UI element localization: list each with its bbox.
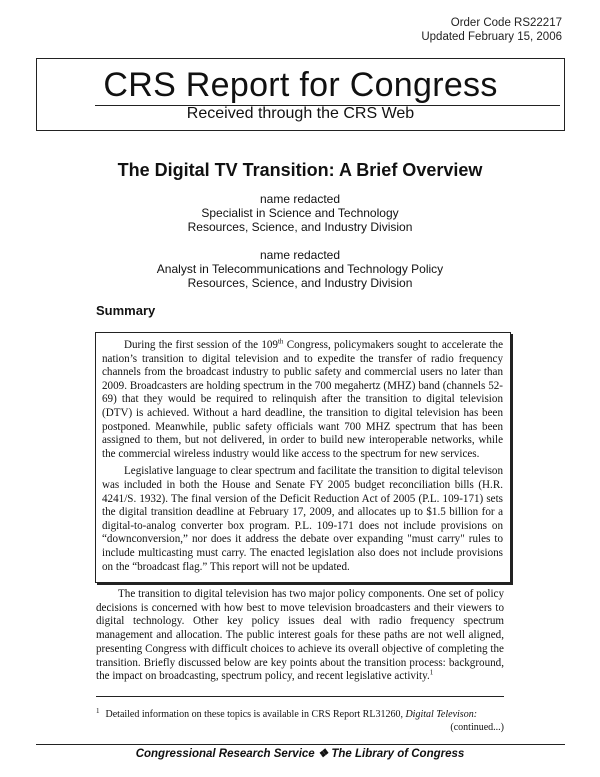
- author-name: name redacted: [259, 248, 341, 262]
- footnote: [96, 708, 504, 734]
- author-name: name redacted: [259, 192, 341, 206]
- footnote-divider: [96, 696, 504, 697]
- author-block: [0, 192, 600, 234]
- author-block: [0, 248, 600, 290]
- updated-date: Updated February 15, 2006: [421, 31, 562, 43]
- banner-subtitle: Received through the CRS Web: [186, 105, 415, 122]
- page-footer: Congressional Research Service ❖ The Library of Congress: [135, 748, 465, 760]
- author-role: Specialist in Science and Technology: [201, 206, 399, 220]
- order-code: Order Code RS22217: [450, 17, 562, 29]
- footnote-continued: (continued...): [450, 722, 504, 733]
- body-paragraph: [96, 588, 504, 684]
- summary-paragraph-1: [102, 339, 503, 461]
- footnote-italic: Digital Televison:: [405, 709, 478, 720]
- footnote-number: 1: [96, 706, 100, 715]
- author-division: Resources, Science, and Industry Division: [187, 220, 413, 234]
- crs-banner: [36, 58, 565, 131]
- footnote-text: Detailed information on these topics is available in CRS Report RL31260,: [105, 709, 406, 720]
- banner-divider: [95, 105, 560, 106]
- footnote-line: [96, 708, 504, 721]
- footnote-ref: 1: [429, 668, 434, 677]
- summary-heading: Summary: [96, 303, 156, 318]
- author-role: Analyst in Telecommunications and Technology Policy: [156, 262, 444, 276]
- ordinal-suffix: th: [277, 337, 284, 346]
- author-division: Resources, Science, and Industry Division: [187, 276, 413, 290]
- order-info: [421, 16, 562, 44]
- banner-title: CRS Report for Congress: [103, 66, 498, 104]
- summary-paragraph-2: Legislative language to clear spectrum and facilitate the transition to digital televison was included in both the House and Senate FY 2005 budget reconciliation bills (H.R. 4241/S. 1932). The final version of the Deficit Reduction Act of 2005 (P.L. 109-171) sets the digital transition deadline at February 17, 2009, and allocates up to $1.5 billion for a digital-to-analog converter box program. P.L. 109-171 does not include provisions on “downconversion,” nor does it address the debate over expanding "must carry" rules to include multicasting must carry. The enacted legislation also does not include provisions on the “broadcast flag.” This report will not be updated.: [102, 465, 503, 573]
- footer-divider: [36, 744, 565, 745]
- summary-box: [95, 332, 511, 583]
- document-title: The Digital TV Transition: A Brief Overview: [117, 160, 483, 180]
- summary-p1-start: During the first session of the 109: [124, 339, 278, 351]
- authors: [0, 192, 600, 304]
- summary-p1-rest: Congress, policymakers sought to accelerate the nation’s transition to digital television and to expedite the transfer of radio frequency channels from the broadcast industry to public safety and commercial users no later than 2009. Broadcasters are holding spectrum in the 700 megahertz (MHZ) band (channels 52-69) that they would be required to relinquish after the transition to digital television (DTV) is achieved. Without a hard deadline, the transition to digital television has been postponed. Meanwhile, public safety officials want 700 MHZ spectrum that has been assigned to them, but not delivered, in order to build new interoperable networks, while the commercial wireless industry would like access to the spectrum for new services.: [102, 339, 503, 460]
- body-text: The transition to digital television has two major policy components. One set of policy decisions is concerned with how best to move television broadcasters and their viewers to digital technology. Other key policy issues deal with radio frequency spectrum management and allocation. The public interest goals for these paths are not well aligned, presenting Congress with difficult choices to achieve its overall objective of completing the transition. Briefly discussed below are key points about the transition process: background, the impact on broadcasting, spectrum policy, and recent legislative activity.: [96, 588, 504, 683]
